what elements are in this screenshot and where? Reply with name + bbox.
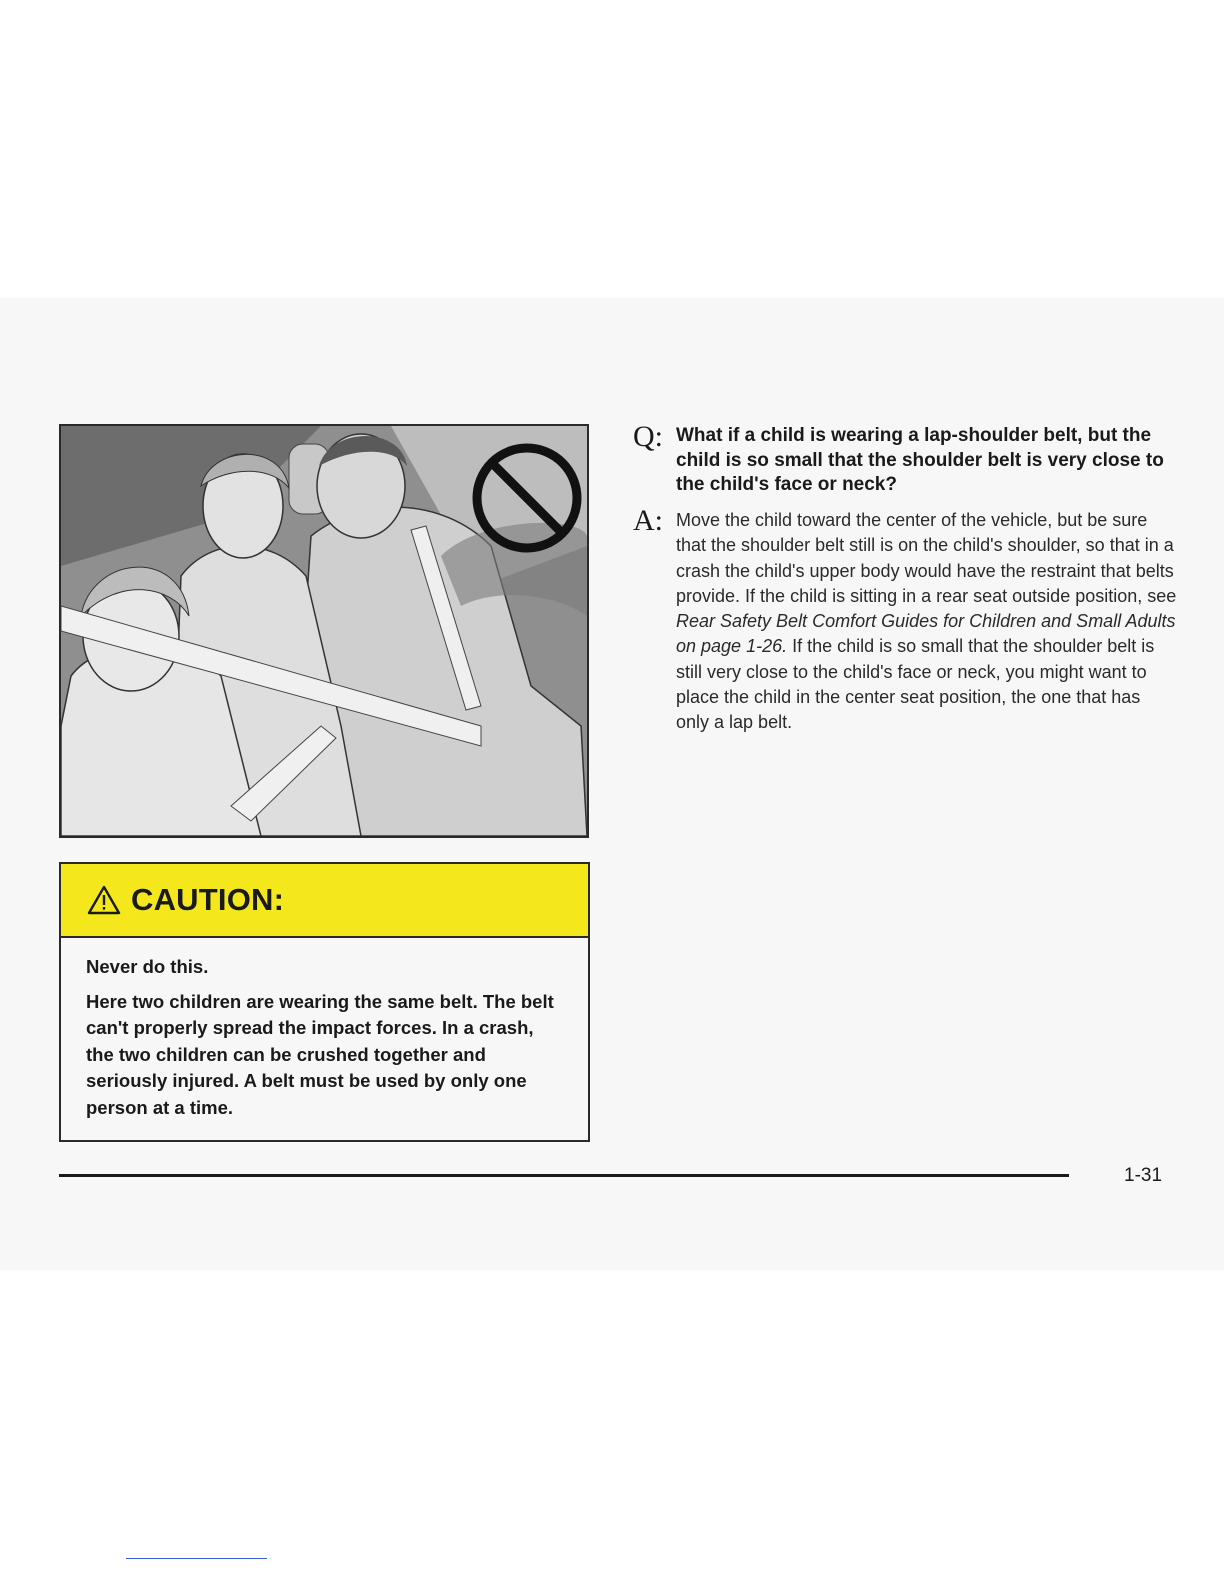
question-label: Q:	[633, 420, 663, 453]
question-block	[633, 420, 1178, 498]
two-children-one-belt-illustration	[59, 424, 589, 838]
page-number: 1-31	[1124, 1165, 1163, 1186]
answer-text	[676, 508, 1178, 736]
footer-rule	[59, 1174, 1069, 1177]
caution-paragraph: Here two children are wearing the same belt. The belt can't properly spread the impact forces. In a crash, the two children can be crushed together and seriously injured. A belt must be used by only one person at a time.	[86, 990, 554, 1118]
caution-title: CAUTION:	[131, 882, 285, 917]
caution-header	[61, 864, 588, 938]
warning-triangle-icon	[87, 885, 121, 915]
answer-text-part: If the child is so small that the shoulder belt is still very close to the child's face or neck, you might want to place the child in the center seat position, the one that has only a lap belt.	[676, 636, 1155, 733]
cross-reference-link: Rear Safety Belt Comfort Guides for Children and Small Adults on page 1-26.	[676, 611, 1176, 657]
answer-block	[633, 504, 1178, 736]
question-text: What if a child is wearing a lap-shoulder belt, but the child is so small that the shoulder belt is very close to the child's face or neck?	[676, 425, 1164, 495]
answer-text-part: Move the child toward the center of the vehicle, but be sure that the shoulder belt still is on the child's shoulder, so that in a crash the child's upper body would have the restraint that belts provide. If the child is sitting in a rear seat outside position, see	[676, 510, 1177, 606]
caution-body	[61, 938, 588, 1121]
answer-label: A:	[633, 504, 663, 537]
link-underline	[126, 1558, 267, 1559]
caution-paragraph: Never do this.	[86, 956, 209, 977]
caution-box	[59, 862, 590, 1142]
